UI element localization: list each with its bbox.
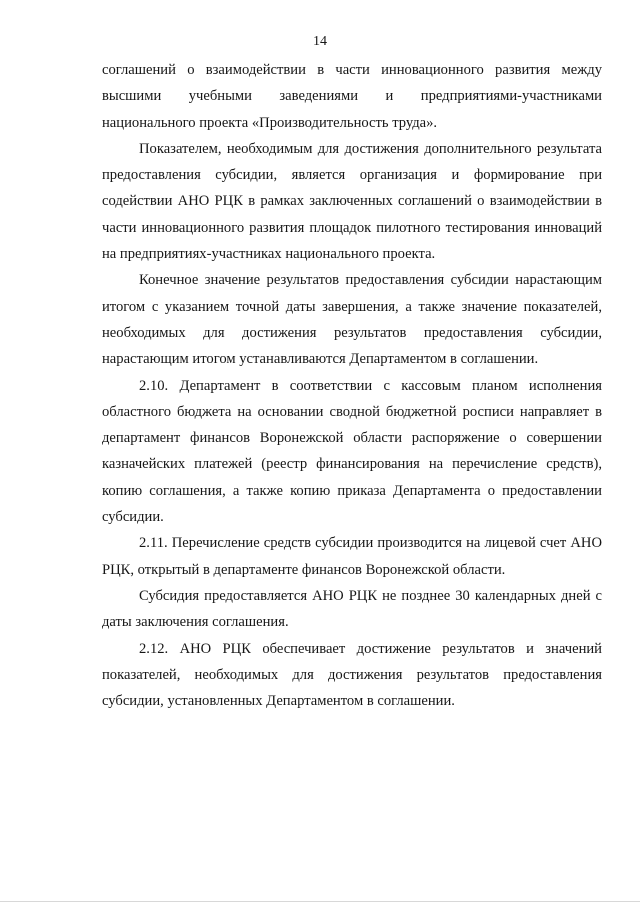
- paragraph-additional-result-indicator: Показателем, необходимым для достижения дополнительного результата предоставления субсидии, является организация и формирование при содействии АНО РЦК в рамках заключенных соглашений о взаимодействии в части инновационного развития площадок пилотного тестирования инноваций на предприятиях-участниках национального проекта.: [102, 140, 602, 263]
- page-bottom-edge: [0, 901, 640, 902]
- paragraph-agreements-continuation: соглашений о взаимодействии в части инновационного развития между высшими учебными заведениями и предприятиями-участниками национального проекта «Производительность труда».: [102, 62, 602, 131]
- paragraph-clause-2-11: 2.11. Перечисление средств субсидии производится на лицевой счет АНО РЦК, открытый в департаменте финансов Воронежской области.: [102, 535, 602, 578]
- paragraph-clause-2-12: 2.12. АНО РЦК обеспечивает достижение результатов и значений показателей, необходимых для достижения результатов предоставления субсидии, установленных Департаментом в соглашении.: [102, 640, 602, 710]
- paragraph-final-value-results: Конечное значение результатов предоставления субсидии нарастающим итогом с указанием точной даты завершения, а также значение показателей, необходимых для достижения результатов предоставления субсидии, нарастающим итогом устанавливаются Департаментом в соглашении.: [102, 272, 602, 368]
- document-body: [102, 57, 602, 714]
- page-number: 14: [313, 34, 327, 49]
- paragraph-clause-2-10: 2.10. Департамент в соответствии с кассовым планом исполнения областного бюджета на основании сводной бюджетной росписи направляет в департамент финансов Воронежской области распоряжение о совершении казначейских платежей (реестр финансирования на перечисление средств), копию соглашения, а также копию приказа Департамента о предоставлении субсидии.: [102, 377, 602, 526]
- paragraph-subsidy-deadline: Субсидия предоставляется АНО РЦК не позднее 30 календарных дней с даты заключения соглашения.: [102, 587, 602, 631]
